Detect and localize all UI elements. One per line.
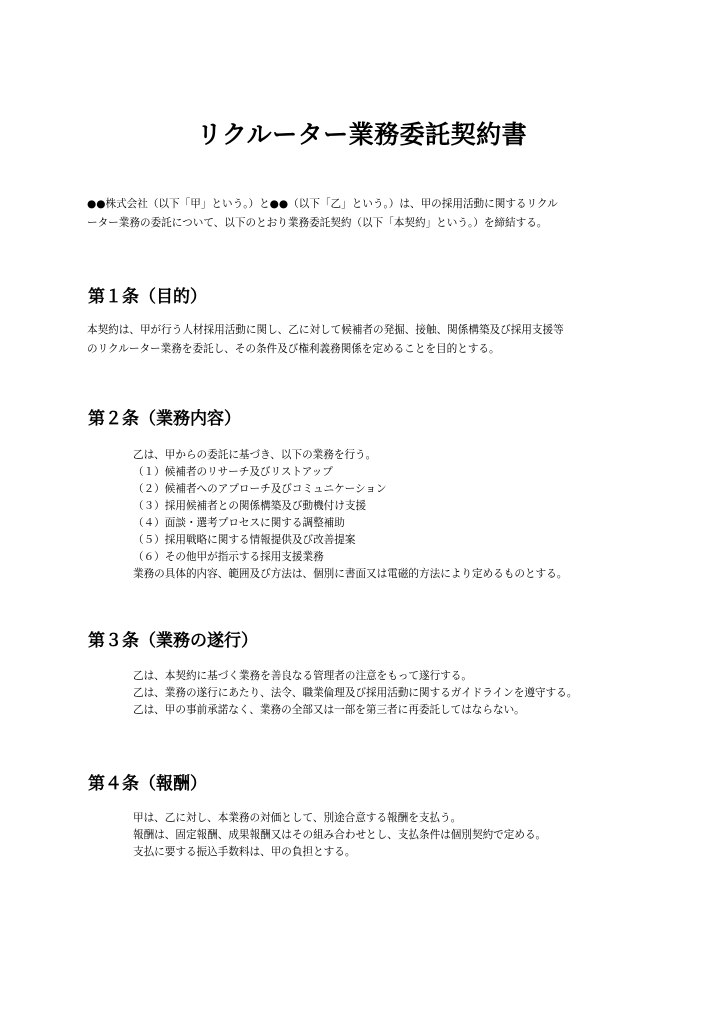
article-3-heading: 第３条（業務の遂行） — [88, 631, 258, 651]
article-1-body — [87, 321, 647, 358]
preamble — [87, 195, 647, 233]
article-4-body — [133, 810, 653, 861]
preamble-line: ーター業務の委託について、以下のとおり業務委託契約（以下「本契約」という。）を締結する。 — [87, 217, 548, 229]
article-4-line: 支払に要する振込手数料は、甲の負担とする。 — [133, 846, 356, 858]
article-4-heading: 第４条（報酬） — [88, 774, 207, 794]
article-1-line: 本契約は、甲が行う人材採用活動に関し、乙に対して候補者の発掘、接触、関係構築及び採用支援等 — [87, 324, 564, 336]
article-2-line: 乙は、甲からの委託に基づき、以下の業務を行う。 — [133, 449, 377, 461]
article-2-heading: 第２条（業務内容） — [88, 409, 241, 429]
article-2-item: （５）採用戦略に関する情報提供及び改善提案 — [133, 534, 356, 546]
article-2-item: （１）候補者のリサーチ及びリストアップ — [133, 466, 333, 478]
article-2-item: （２）候補者へのアプローチ及びコミュニケーション — [133, 483, 387, 495]
article-4-line: 甲は、乙に対し、本業務の対価として、別途合意する報酬を支払う。 — [133, 812, 462, 824]
article-2-item: （６）その他甲が指示する採用支援業務 — [133, 551, 324, 563]
article-1-heading: 第１条（目的） — [88, 287, 207, 307]
article-2-item: （４）面談・選考プロセスに関する調整補助 — [133, 517, 345, 529]
article-3-line: 乙は、甲の事前承諾なく、業務の全部又は一部を第三者に再委託してはならない。 — [133, 704, 525, 716]
article-1-line: のリクルーター業務を委託し、その条件及び権利義務関係を定めることを目的とする。 — [87, 342, 500, 355]
article-3-line: 乙は、業務の遂行にあたり、法令、職業倫理及び採用活動に関するガイドラインを遵守する。 — [133, 687, 578, 699]
article-4-line: 報酬は、固定報酬、成果報酬又はその組み合わせとし、支払条件は個別契約で定める。 — [133, 829, 547, 841]
article-2-body — [133, 447, 653, 583]
article-2-line: 業務の具体的内容、範囲及び方法は、個別に書面又は電磁的方法により定めるものとする。 — [133, 568, 568, 580]
article-3-body — [133, 668, 653, 719]
document-title: リクルーター業務委託契約書 — [196, 120, 528, 149]
article-3-line: 乙は、本契約に基づく業務を善良なる管理者の注意をもって遂行する。 — [133, 670, 472, 682]
preamble-line: ●●株式会社（以下「甲」という。）と●●（以下「乙」という。）は、甲の採用活動に関するリクル — [87, 198, 558, 210]
article-2-item: （３）採用候補者との関係構築及び動機付け支援 — [133, 500, 367, 512]
